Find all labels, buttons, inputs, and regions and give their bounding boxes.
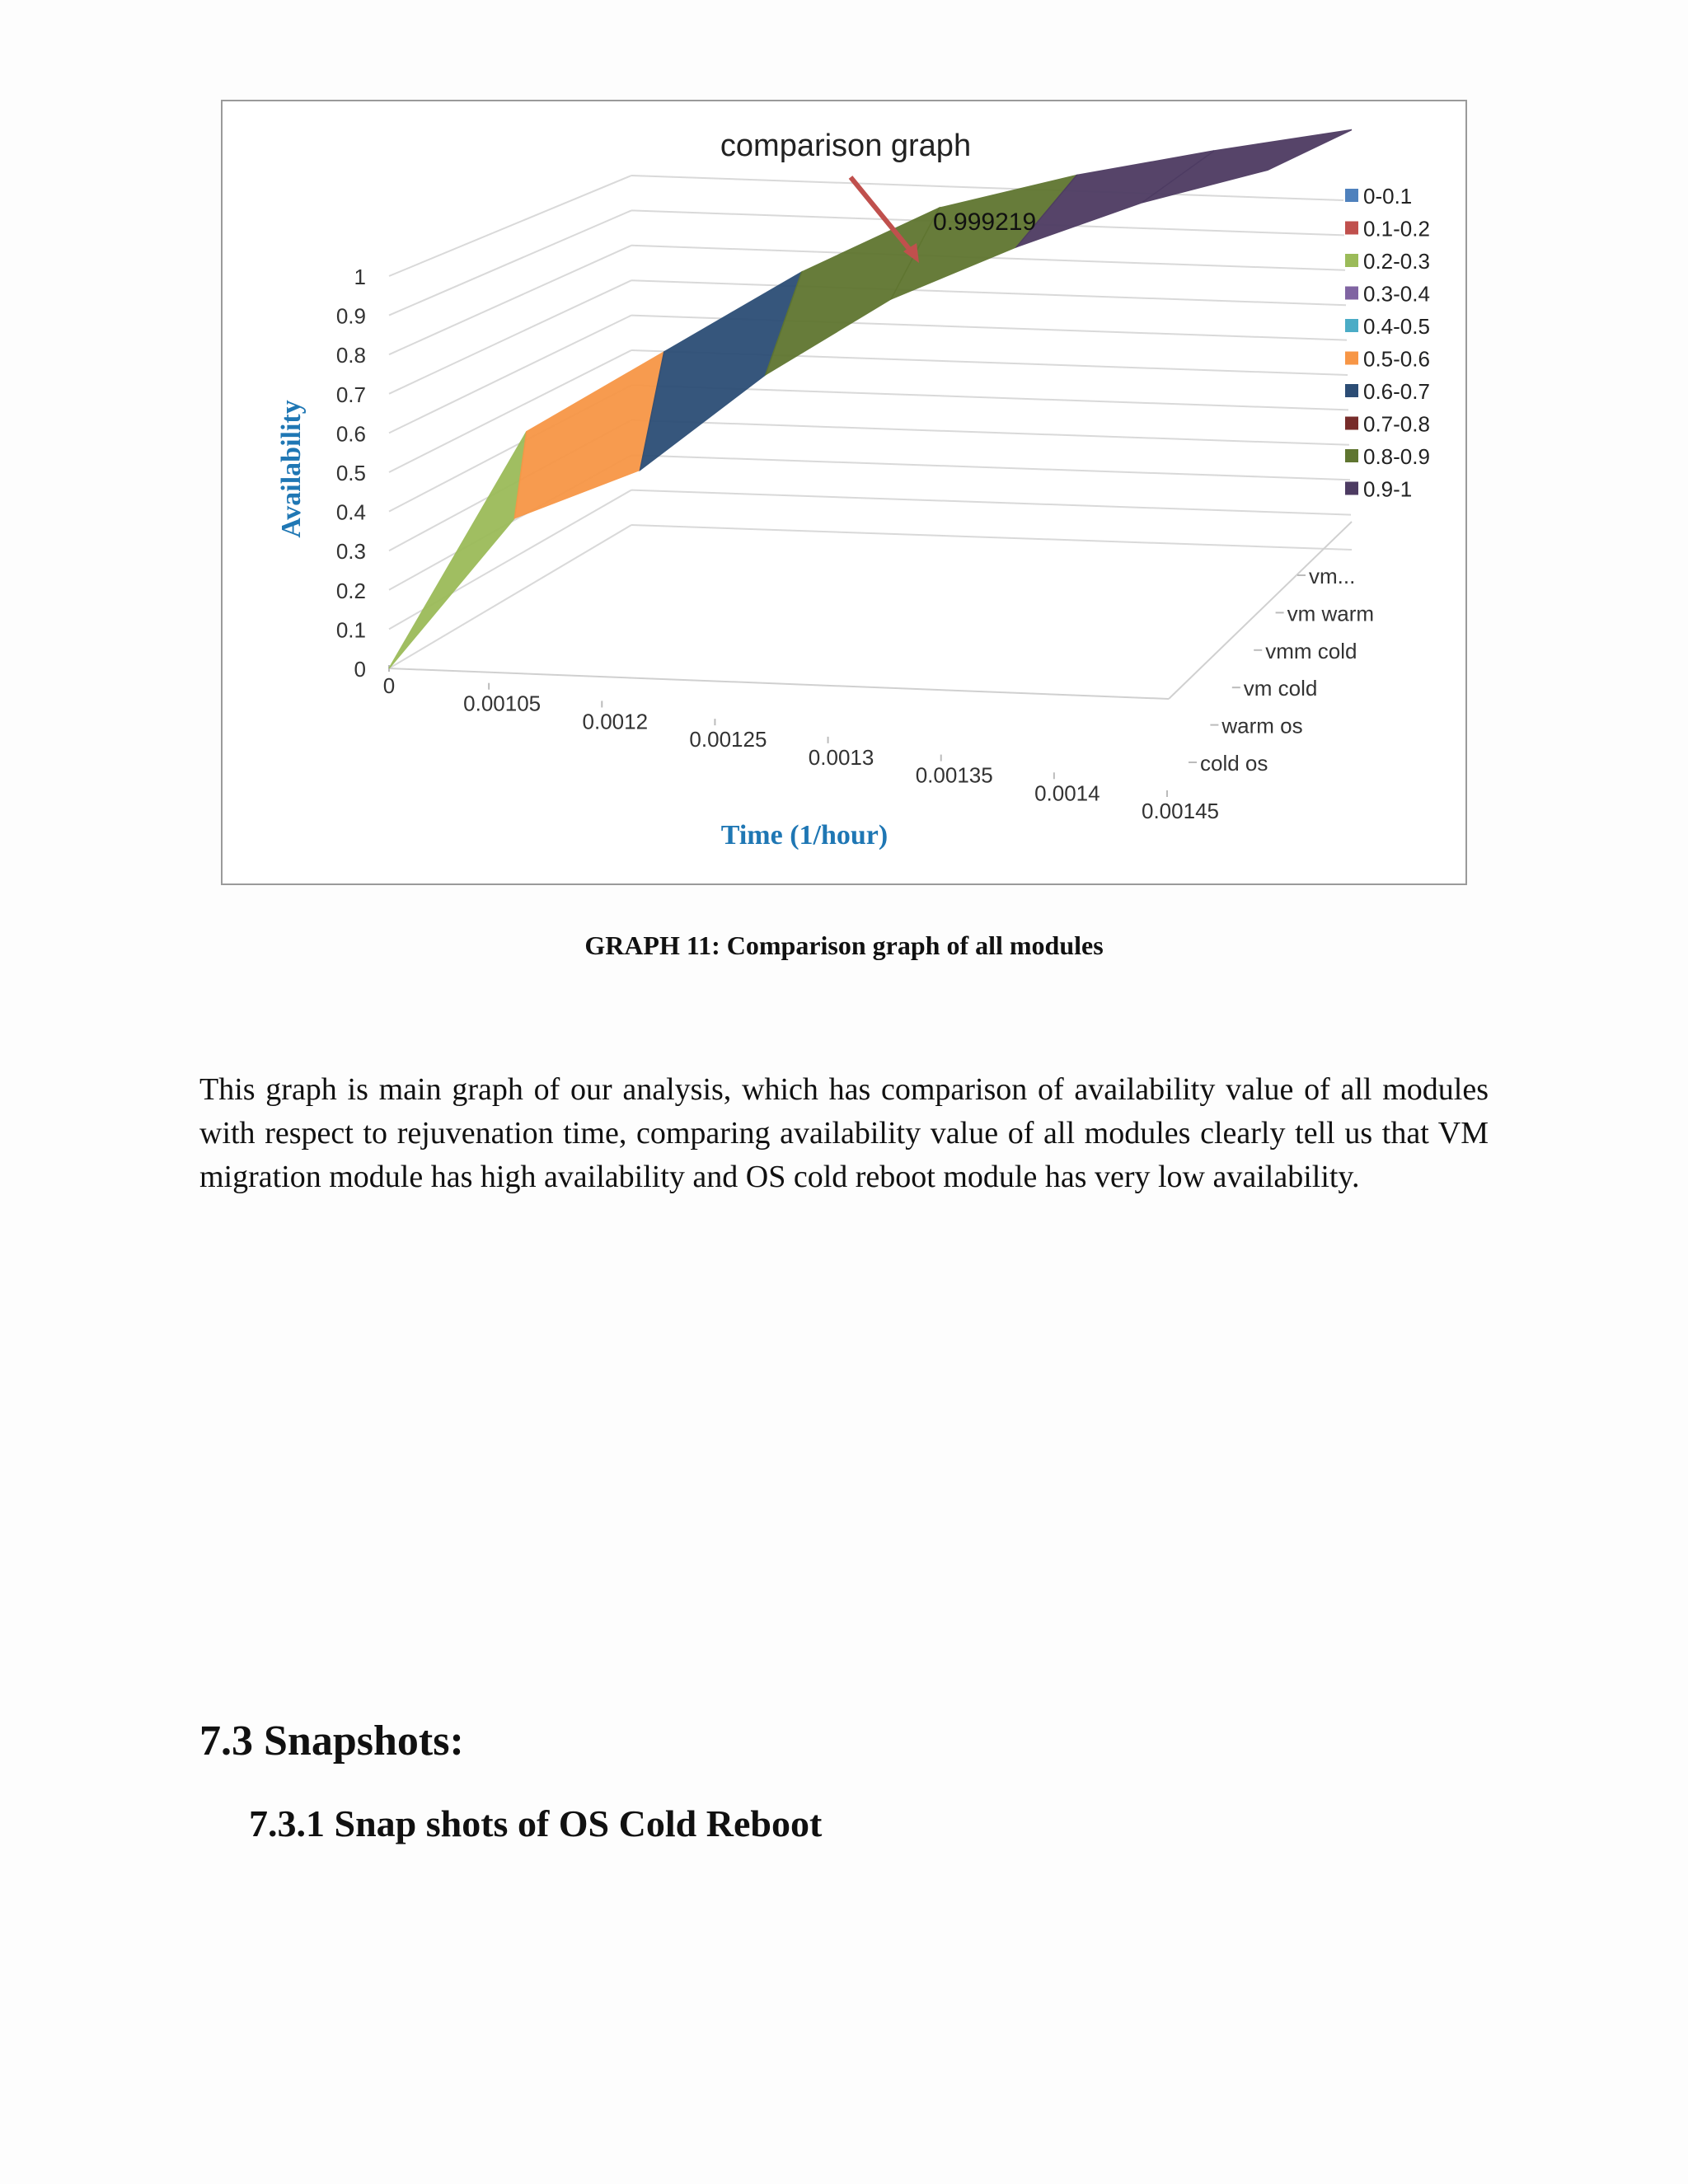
x-tick-label: 0.0012 (582, 709, 649, 734)
y-tick-label: 0.6 (335, 421, 366, 447)
y-tick-label: 0 (354, 657, 366, 682)
legend (1345, 184, 1430, 502)
depth-tick-label: cold os (1200, 751, 1268, 776)
legend-label: 0.7-0.8 (1363, 411, 1430, 437)
legend-swatch (1345, 319, 1358, 332)
legend-label: 0.2-0.3 (1363, 249, 1430, 274)
legend-label: 0.4-0.5 (1363, 314, 1430, 339)
y-tick-label: 0.2 (335, 578, 366, 603)
legend-swatch (1345, 222, 1358, 235)
y-tick-label: 0.5 (335, 461, 366, 485)
legend-swatch (1345, 352, 1358, 365)
y-tick-label: 0.8 (335, 343, 366, 368)
gridline-back (631, 525, 1352, 550)
y-tick-label: 0.9 (335, 303, 366, 329)
subsection-heading: 7.3.1 Snap shots of OS Cold Reboot (249, 1802, 823, 1844)
x-tick-label: 0.00125 (689, 727, 767, 752)
x-tick-label: 0.00145 (1142, 799, 1219, 823)
section-heading: 7.3 Snapshots: (199, 1718, 464, 1765)
y-axis-label: Availability (276, 400, 307, 538)
x-tick-label: 0.0014 (1034, 780, 1100, 806)
gridline-side (389, 280, 631, 394)
legend-label: 0.6-0.7 (1363, 379, 1430, 404)
legend-label: 0.9-1 (1363, 476, 1413, 502)
legend-label: 0-0.1 (1363, 184, 1413, 209)
depth-tick-label: vm... (1309, 564, 1356, 588)
y-tick-label: 0.4 (335, 499, 366, 525)
legend-swatch (1345, 384, 1358, 397)
legend-swatch (1345, 417, 1358, 430)
surface-patch (640, 272, 802, 470)
x-tick-label: 0.0013 (808, 744, 874, 770)
figure-caption: GRAPH 11: Comparison graph of all modules (584, 930, 1104, 960)
y-tick-label: 0.7 (335, 382, 366, 407)
gridline-back (631, 420, 1349, 445)
gridline-back (631, 455, 1350, 480)
chart-title: comparison graph (720, 129, 972, 163)
comparison-surface-chart (223, 101, 1465, 883)
legend-label: 0.5-0.6 (1363, 346, 1430, 372)
legend-swatch (1345, 254, 1358, 267)
y-tick-label: 0.1 (335, 617, 366, 643)
legend-label: 0.1-0.2 (1363, 216, 1430, 241)
depth-tick-label: vm cold (1243, 676, 1318, 701)
x-tick-label: 0 (382, 673, 396, 698)
surface-patch (389, 432, 527, 668)
gridline-back (631, 280, 1346, 305)
y-tick-label: 0.3 (335, 539, 366, 565)
y-tick-label: 1 (354, 265, 366, 289)
body-paragraph: This graph is main graph of our analysis, which has comparison of availability value of all modules with respect to rejuvenation time, comparing availability value of all modules clearly tell us that VM migration module has high availability and OS cold reboot module has very low availability. (199, 1072, 1489, 1194)
depth-tick-label: vmm cold (1265, 638, 1357, 663)
x-tick-label: 0.00135 (915, 762, 993, 788)
x-tick-label: 0.00105 (463, 691, 542, 716)
legend-label: 0.3-0.4 (1363, 281, 1430, 307)
x-axis-label: Time (1/hour) (720, 820, 889, 851)
legend-swatch (1345, 287, 1358, 300)
legend-swatch (1345, 482, 1358, 495)
annotation-value: 0.999219 (933, 209, 1037, 236)
gridline-side (389, 525, 631, 668)
legend-label: 0.8-0.9 (1363, 444, 1430, 469)
surface-patch (514, 352, 663, 518)
chart-frame (221, 100, 1467, 885)
legend-swatch (1345, 449, 1358, 462)
legend-swatch (1345, 189, 1358, 202)
depth-tick-label: warm os (1221, 713, 1303, 738)
depth-tick-label: vm warm (1287, 601, 1375, 626)
gridline-back (631, 490, 1351, 515)
